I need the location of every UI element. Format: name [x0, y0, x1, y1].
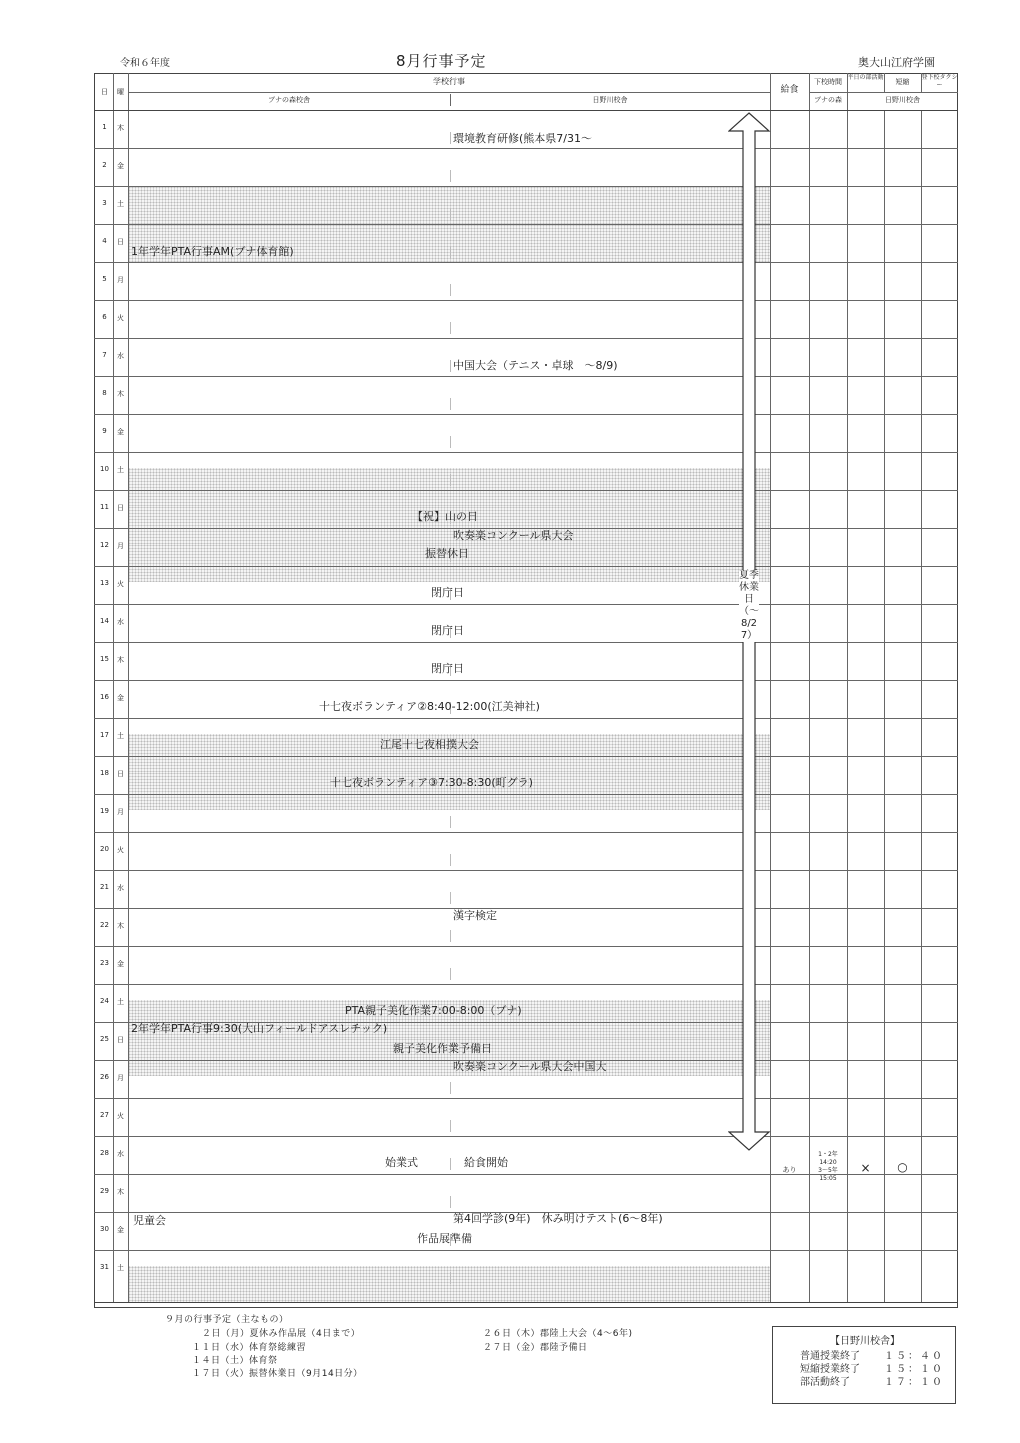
day-weekday: 木	[117, 656, 124, 664]
day-number: 17	[100, 731, 109, 739]
row-divider	[94, 414, 958, 415]
row-divider	[94, 1250, 958, 1251]
row-divider	[94, 566, 958, 567]
end-time-value: １５：１０	[884, 1364, 944, 1375]
campus-divider-tick	[450, 1120, 451, 1132]
row-divider	[94, 1098, 958, 1099]
header-school-events: 学校行事	[433, 77, 465, 86]
row-divider	[94, 718, 958, 719]
event-text: 始業式	[385, 1156, 418, 1169]
campus-divider-tick	[450, 1082, 451, 1094]
day-number: 11	[100, 503, 109, 511]
end-times-title: 【日野川校舎】	[830, 1336, 900, 1347]
day-number: 13	[100, 579, 109, 587]
event-text: PTA親子美化作業7:00-8:00（ブナ)	[345, 1004, 522, 1017]
day-number: 3	[102, 199, 107, 207]
campus-divider-tick	[450, 170, 451, 182]
event-text: 親子美化作業予備日	[393, 1042, 492, 1055]
event-text: 吹奏楽コンクール県大会中国大	[453, 1060, 607, 1073]
row-divider	[94, 186, 958, 187]
campus-divider-tick	[450, 436, 451, 448]
row-divider	[94, 794, 958, 795]
day-weekday: 日	[117, 238, 124, 246]
campus-divider-tick	[450, 930, 451, 942]
day-number: 12	[100, 541, 109, 549]
day-weekday: 木	[117, 922, 124, 930]
event-text: 十七夜ボランティア②8:40-12:00(江美神社)	[319, 700, 540, 713]
header-short: 短縮	[895, 78, 910, 86]
day-number: 9	[102, 427, 107, 435]
event-text: 振替休日	[425, 547, 469, 560]
day-number: 6	[102, 313, 107, 321]
grid-line	[809, 73, 810, 1302]
grid-line	[94, 110, 958, 111]
school-name: 奥大山江府学園	[858, 56, 935, 69]
day-weekday: 月	[117, 542, 124, 550]
taxi-value: ○	[897, 1160, 908, 1174]
campus-divider-tick	[450, 246, 451, 258]
event-text: 1年学年PTA行事AM(ブナ体育館)	[131, 245, 294, 258]
row-divider	[94, 148, 958, 149]
september-title: ９月の行事予定（主なもの）	[165, 1315, 289, 1325]
day-weekday: 土	[117, 732, 124, 740]
day-weekday: 金	[117, 162, 124, 170]
day-number: 25	[100, 1035, 109, 1043]
event-text: 吹奏楽コンクール県大会	[453, 529, 574, 542]
day-weekday: 日	[117, 770, 124, 778]
september-item: １７日（火）振替休業日（9月14日分）	[192, 1369, 363, 1379]
header-club: 平日の部活動	[847, 74, 884, 81]
dismissal-line: 14:20	[819, 1159, 837, 1166]
row-divider	[94, 984, 958, 985]
day-number: 18	[100, 769, 109, 777]
event-text: 【祝】山の日	[412, 510, 478, 523]
event-text: 中国大会（テニス・卓球 ～8/9)	[453, 359, 618, 372]
grid-line	[128, 73, 129, 1302]
day-weekday: 土	[117, 998, 124, 1006]
day-weekday: 火	[117, 580, 124, 588]
event-text: 閉庁日	[431, 624, 464, 637]
day-weekday: 火	[117, 314, 124, 322]
end-time-label: 短縮授業終了	[800, 1364, 860, 1375]
day-number: 29	[100, 1187, 109, 1195]
day-weekday: 火	[117, 846, 124, 854]
day-number: 20	[100, 845, 109, 853]
grid-line	[128, 92, 770, 93]
day-weekday: 水	[117, 618, 124, 626]
september-item: １４日（土）体育祭	[192, 1356, 278, 1366]
event-text: 第4回学診(9年) 休み明けテスト(6～8年)	[453, 1212, 663, 1225]
end-time-label: 部活動終了	[800, 1377, 850, 1388]
campus-divider-tick	[450, 816, 451, 828]
campus-divider-tick	[450, 854, 451, 866]
row-divider	[94, 946, 958, 947]
day-weekday: 金	[117, 694, 124, 702]
header-buna: ブナの森校舎	[268, 96, 310, 104]
day-number: 14	[100, 617, 109, 625]
event-text: 江尾十七夜相撲大会	[380, 738, 479, 751]
row-divider	[94, 908, 958, 909]
end-time-label: 普通授業終了	[800, 1351, 860, 1362]
dismissal-line: 1・2年	[818, 1151, 838, 1158]
dismissal-line: 3～5年	[818, 1167, 838, 1174]
campus-divider-tick	[450, 322, 451, 334]
row-divider	[94, 604, 958, 605]
day-number: 28	[100, 1149, 109, 1157]
campus-divider-tick	[450, 892, 451, 904]
day-weekday: 日	[117, 504, 124, 512]
day-number: 19	[100, 807, 109, 815]
day-number: 16	[100, 693, 109, 701]
row-divider	[94, 376, 958, 377]
campus-divider-tick	[450, 1158, 451, 1170]
day-weekday: 土	[117, 466, 124, 474]
september-item: ２日（月）夏休み作品展（4日まで）	[202, 1329, 361, 1339]
campus-divider-tick	[450, 1272, 451, 1284]
day-weekday: 土	[117, 200, 124, 208]
day-number: 8	[102, 389, 107, 397]
event-text: 2年学年PTA行事9:30(大山フィールドアスレチック)	[131, 1022, 388, 1035]
event-text: 児童会	[133, 1214, 166, 1227]
grid-line	[809, 92, 958, 93]
campus-divider-tick	[450, 474, 451, 486]
row-divider	[94, 680, 958, 681]
day-weekday: 水	[117, 352, 124, 360]
header-taxi: 登下校タクシー	[921, 74, 958, 89]
campus-divider-tick	[450, 398, 451, 410]
header-buna-short: ブナの森	[814, 96, 842, 104]
day-weekday: 水	[117, 1150, 124, 1158]
row-divider	[94, 832, 958, 833]
header-day: 日	[101, 88, 108, 96]
page-title: 8月行事予定	[396, 52, 487, 70]
row-divider	[94, 224, 958, 225]
row-divider	[94, 300, 958, 301]
day-number: 2	[102, 161, 107, 169]
day-weekday: 金	[117, 428, 124, 436]
day-number: 5	[102, 275, 107, 283]
day-weekday: 月	[117, 276, 124, 284]
day-number: 1	[102, 123, 107, 131]
campus-divider-tick	[450, 284, 451, 296]
event-text: 漢字検定	[453, 909, 497, 922]
header-hinogawa: 日野川校舎	[592, 96, 628, 104]
grid-line	[884, 110, 885, 1302]
campus-divider-tick	[450, 1196, 451, 1208]
day-weekday: 火	[117, 1112, 124, 1120]
grid-line	[847, 73, 848, 1302]
row-divider	[94, 870, 958, 871]
september-item: ２６日（木）郡陸上大会（4～6年)	[483, 1329, 633, 1339]
end-time-value: １７：１０	[884, 1377, 944, 1388]
day-weekday: 日	[117, 1036, 124, 1044]
row-divider	[94, 490, 958, 491]
event-text: 閉庁日	[431, 662, 464, 675]
row-divider	[94, 756, 958, 757]
grid-line	[921, 110, 922, 1302]
event-text: 十七夜ボランティア③7:30-8:30(町グラ)	[330, 776, 533, 789]
day-number: 21	[100, 883, 109, 891]
day-number: 26	[100, 1073, 109, 1081]
day-weekday: 金	[117, 1226, 124, 1234]
campus-divider-tick	[450, 968, 451, 980]
day-weekday: 木	[117, 1188, 124, 1196]
day-number: 27	[100, 1111, 109, 1119]
day-number: 7	[102, 351, 107, 359]
day-weekday: 土	[117, 1264, 124, 1272]
dismissal-times	[809, 1151, 847, 1183]
fiscal-year: 令和６年度	[120, 58, 170, 69]
day-weekday: 水	[117, 884, 124, 892]
row-divider	[94, 642, 958, 643]
row-divider	[94, 1136, 958, 1137]
day-number: 30	[100, 1225, 109, 1233]
day-number: 10	[100, 465, 109, 473]
lunch-value: あり	[782, 1166, 797, 1174]
end-time-value: １５：４０	[884, 1351, 944, 1362]
event-text: 閉庁日	[431, 586, 464, 599]
row-divider	[94, 262, 958, 263]
day-weekday: 月	[117, 808, 124, 816]
header-dismissal: 下校時間	[814, 78, 842, 86]
day-number: 31	[100, 1263, 109, 1271]
day-number: 24	[100, 997, 109, 1005]
campus-divider-tick	[450, 132, 451, 144]
campus-divider-tick	[450, 360, 451, 372]
row-divider	[94, 1302, 958, 1303]
event-text: 給食開始	[464, 1156, 508, 1169]
day-weekday: 木	[117, 124, 124, 132]
row-divider	[94, 338, 958, 339]
campus-divider-tick	[450, 208, 451, 220]
day-weekday: 月	[117, 1074, 124, 1082]
september-item: ２７日（金）郡陸予備日	[483, 1343, 588, 1353]
day-number: 22	[100, 921, 109, 929]
row-divider	[94, 452, 958, 453]
dismissal-line: 15:05	[819, 1175, 837, 1182]
day-number: 4	[102, 237, 107, 245]
header-weekday: 曜	[117, 88, 124, 96]
short-value: ×	[860, 1161, 871, 1175]
header-hinogawa-short: 日野川校舎	[885, 96, 920, 104]
header-lunch: 給食	[780, 85, 799, 95]
vacation-label: 夏季休業日（～8/27）	[739, 570, 759, 641]
event-text: 作品展準備	[417, 1232, 472, 1245]
day-weekday: 金	[117, 960, 124, 968]
event-text: 環境教育研修(熊本県7/31～	[453, 132, 592, 145]
september-item: １１日（水）体育祭総練習	[192, 1343, 307, 1353]
day-number: 23	[100, 959, 109, 967]
day-number: 15	[100, 655, 109, 663]
day-weekday: 木	[117, 390, 124, 398]
